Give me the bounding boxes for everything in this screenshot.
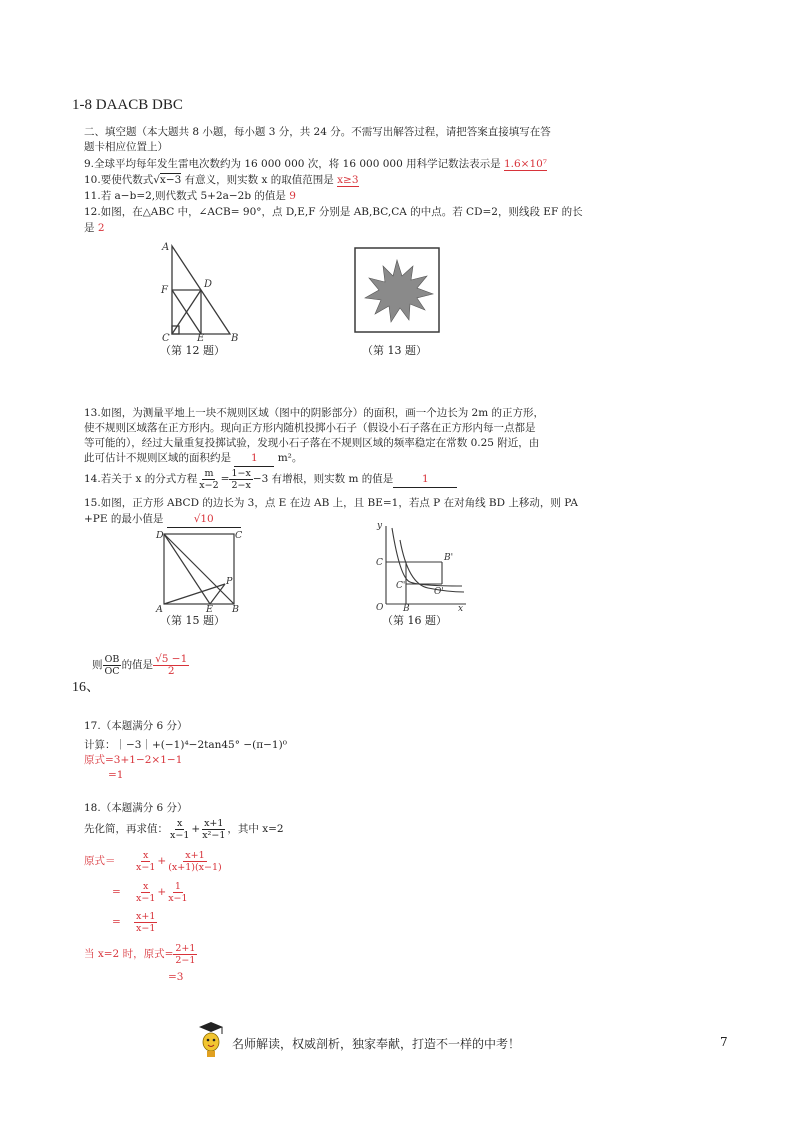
q10-answer: x≥3 bbox=[337, 174, 359, 186]
fig16-label-o-prime: O' bbox=[434, 587, 444, 597]
sqrt-symbol: √ bbox=[153, 174, 160, 186]
q15-line2 bbox=[84, 511, 241, 528]
q18-p-f1-den: x−1 bbox=[170, 829, 190, 841]
caption-13: （第 13 题） bbox=[362, 344, 427, 357]
fig15-label-b: B bbox=[232, 604, 239, 612]
caption-12: （第 12 题） bbox=[160, 344, 225, 357]
fig16-label-c: C bbox=[376, 558, 383, 568]
section2-heading-line1: 二、填空题（本大题共 8 小题，每小题 3 分，共 24 分。不需写出解答过程，请把答案直接填写在答 bbox=[84, 126, 551, 138]
fig15-label-e: E bbox=[206, 604, 213, 612]
q15-text: +PE 的最小值是 bbox=[84, 513, 164, 525]
q18-s2-plus: + bbox=[157, 886, 167, 898]
q12-text-b: 是 bbox=[84, 222, 95, 234]
q18-s3-num: x+1 bbox=[136, 910, 156, 922]
q11-text: 11.若 a−b=2,则代数式 5+2a−2b 的值是 bbox=[84, 190, 286, 202]
q18-p-plus: + bbox=[191, 823, 201, 835]
q18-s4-label: 当 x=2 时，原式= bbox=[84, 948, 174, 960]
q12-line2 bbox=[84, 220, 105, 236]
q18-s2-f2-den: x−1 bbox=[168, 892, 188, 904]
fig15-segment-de bbox=[164, 534, 210, 604]
q18-problem bbox=[84, 815, 284, 843]
q18-title: 18.（本题满分 6 分） bbox=[84, 802, 188, 814]
fig12-label-e: E bbox=[197, 333, 205, 342]
fig16-label-b-prime: B' bbox=[444, 553, 454, 563]
fig16-label-b: B bbox=[403, 604, 410, 612]
q18-s2-f1-den: x−1 bbox=[136, 892, 156, 904]
q14-equals: = bbox=[220, 473, 230, 485]
fig12-label-d: D bbox=[204, 279, 213, 290]
q18-s1-f1-num: x bbox=[143, 849, 149, 861]
figure-15 bbox=[152, 528, 242, 612]
q18-s1-f1-den: x−1 bbox=[136, 861, 156, 873]
fig16-label-o: O bbox=[376, 603, 384, 612]
q14-f1-den: x−2 bbox=[199, 479, 219, 491]
q18-step-2 bbox=[112, 878, 190, 906]
q18-s3-den: x−1 bbox=[136, 922, 156, 934]
q13-text: 此可估计不规则区域的面积约是 bbox=[84, 452, 231, 464]
q14-fraction-2 bbox=[229, 468, 252, 491]
footer-slogan: 名师解读，权威剖析，独家奉献，打造不一样的中考！ bbox=[232, 1037, 521, 1051]
q18-p-frac-1 bbox=[168, 818, 191, 841]
q17-solution-1: 原式=3+1−2×1−1 bbox=[84, 754, 183, 766]
q16-answer-row bbox=[92, 650, 189, 680]
q18-p-f1-num: x bbox=[177, 817, 183, 829]
q18-s2-f1-num: x bbox=[143, 880, 149, 892]
mascot-icon bbox=[198, 1020, 224, 1060]
q16-ans-num: √5 −1 bbox=[155, 652, 188, 665]
q12-line1: 12.如图，在△ABC 中，∠ACB= 90°，点 D,E,F 分别是 AB,BC,CA 的中点。若 CD=2，则线段 EF 的长 bbox=[84, 206, 583, 218]
q11 bbox=[84, 188, 296, 204]
q9-text: 9.全球平均每年发生雷电次数约为 16 000 000 次，将 16 000 000 用科学记数法表示是 bbox=[84, 158, 501, 170]
figure-16 bbox=[372, 520, 472, 612]
q18-s1-label: 原式＝ bbox=[84, 855, 116, 867]
answers-1-8: 1-8 DAACB DBC bbox=[72, 97, 183, 113]
fig16-label-x: x bbox=[458, 604, 464, 612]
q9-answer: 1.6×10⁷ bbox=[503, 158, 548, 170]
q18-step-5: =3 bbox=[168, 971, 184, 983]
q18-p-f2-num: x+1 bbox=[204, 817, 224, 829]
q13-line1: 13.如图，为测量平地上一块不规则区域（图中的阴影部分）的面积，画一个边长为 2m 的正方形， bbox=[84, 407, 545, 419]
q14-answer: 1 bbox=[393, 471, 457, 488]
caption-15: （第 15 题） bbox=[160, 614, 225, 627]
fig15-diagonal-bd bbox=[164, 534, 234, 604]
q10 bbox=[84, 172, 359, 188]
q18-s2-f2-num: 1 bbox=[174, 880, 181, 892]
q17-title: 17.（本题满分 6 分） bbox=[84, 720, 188, 732]
fig12-label-c: C bbox=[162, 333, 170, 342]
q18-s1-plus: + bbox=[157, 855, 167, 867]
q9 bbox=[84, 156, 547, 172]
q18-s1-frac-2 bbox=[166, 850, 224, 873]
q12-answer: 2 bbox=[97, 222, 105, 234]
q18-s1-frac-1 bbox=[134, 850, 157, 873]
q16-number: 16、 bbox=[72, 680, 100, 695]
q18-step-3 bbox=[112, 908, 157, 936]
q16-answer bbox=[153, 654, 189, 677]
q14-f2-den: 2−x bbox=[231, 479, 251, 491]
q18-step-1 bbox=[84, 847, 224, 875]
q18-step-4 bbox=[84, 940, 197, 968]
q13-line4 bbox=[84, 450, 302, 467]
q14-f2-num: 1−x bbox=[231, 467, 251, 479]
figure-12 bbox=[150, 240, 240, 342]
q16-frac-den: OC bbox=[104, 665, 120, 677]
q18-s4-den: 2−1 bbox=[175, 954, 196, 966]
q18-s3-equals: = bbox=[112, 916, 121, 928]
fig15-label-c: C bbox=[235, 530, 242, 541]
q17-solution-2: =1 bbox=[108, 769, 124, 781]
q15-line1: 15.如图，正方形 ABCD 的边长为 3，点 E 在边 AB 上，且 BE=1，若点 P 在对角线 BD 上移动，则 PA bbox=[84, 497, 578, 509]
q16-text-b: 的值是 bbox=[121, 659, 154, 671]
q18-s3-frac bbox=[134, 911, 157, 934]
q18-p-tail: ，其中 x=2 bbox=[227, 823, 284, 835]
q11-answer: 9 bbox=[289, 190, 296, 202]
q16-frac-num: OB bbox=[104, 653, 120, 665]
q14-f1-num: m bbox=[204, 467, 214, 479]
fig16-label-c-prime: C' bbox=[396, 581, 406, 591]
q13-line2: 使不规则区域落在正方形内。现向正方形内随机投掷小石子（假设小石子落在正方形内每一点都是 bbox=[84, 422, 536, 434]
q18-p-frac-2 bbox=[200, 818, 227, 841]
q10-radicand: x−3 bbox=[159, 174, 182, 186]
fig12-label-f: F bbox=[161, 285, 168, 296]
q14-text-b: −3 有增根，则实数 m 的值是 bbox=[252, 473, 394, 485]
q15-answer: √10 bbox=[167, 511, 241, 528]
q18-s2-frac-1 bbox=[134, 881, 157, 904]
fig15-segment-pa bbox=[164, 584, 225, 604]
q17-problem: 计算：｜−3｜+(−1)⁴−2tan45° −(π−1)⁰ bbox=[84, 739, 287, 751]
fig12-label-b: B bbox=[231, 333, 239, 342]
q18-s1-f2-num: x+1 bbox=[185, 849, 205, 861]
q18-s2-frac-2 bbox=[166, 881, 189, 904]
q10-text-b: 有意义，则实数 x 的取值范围是 bbox=[184, 174, 334, 186]
q14 bbox=[84, 466, 457, 492]
q10-text-a: 10.要使代数式 bbox=[84, 174, 154, 186]
q18-problem-text: 先化简，再求值： bbox=[84, 823, 168, 835]
caption-16: （第 16 题） bbox=[382, 614, 447, 627]
page-number: 7 bbox=[720, 1035, 728, 1049]
q13-unit: m²。 bbox=[277, 452, 303, 464]
fig12-label-a: A bbox=[162, 242, 170, 253]
q13-answer: 1 bbox=[234, 450, 274, 467]
q18-s1-f2-den: (x+1)(x−1) bbox=[168, 861, 222, 873]
fig15-label-d: D bbox=[156, 530, 164, 541]
q16-fraction bbox=[103, 654, 122, 677]
q18-p-f2-den: x²−1 bbox=[202, 829, 226, 841]
q16-ans-den: 2 bbox=[167, 664, 175, 677]
section2-heading-line2: 题卡相应位置上） bbox=[84, 141, 168, 153]
q16-text-a: 则 bbox=[92, 659, 103, 671]
q14-fraction-1 bbox=[197, 468, 220, 491]
q18-s4-num: 2+1 bbox=[175, 942, 196, 954]
q13-line3: 等可能的），经过大量重复投掷试验，发现小石子落在不规则区域的频率稳定在常数 0.25 附近，由 bbox=[84, 437, 540, 449]
q18-s2-equals: = bbox=[112, 886, 121, 898]
fig16-label-y: y bbox=[377, 521, 383, 531]
fig15-label-a: A bbox=[156, 604, 163, 612]
q18-s4-frac bbox=[173, 943, 197, 966]
fig15-label-p: P bbox=[226, 576, 233, 587]
q14-text-a: 14.若关于 x 的分式方程 bbox=[84, 473, 198, 485]
figure-13 bbox=[353, 246, 443, 338]
